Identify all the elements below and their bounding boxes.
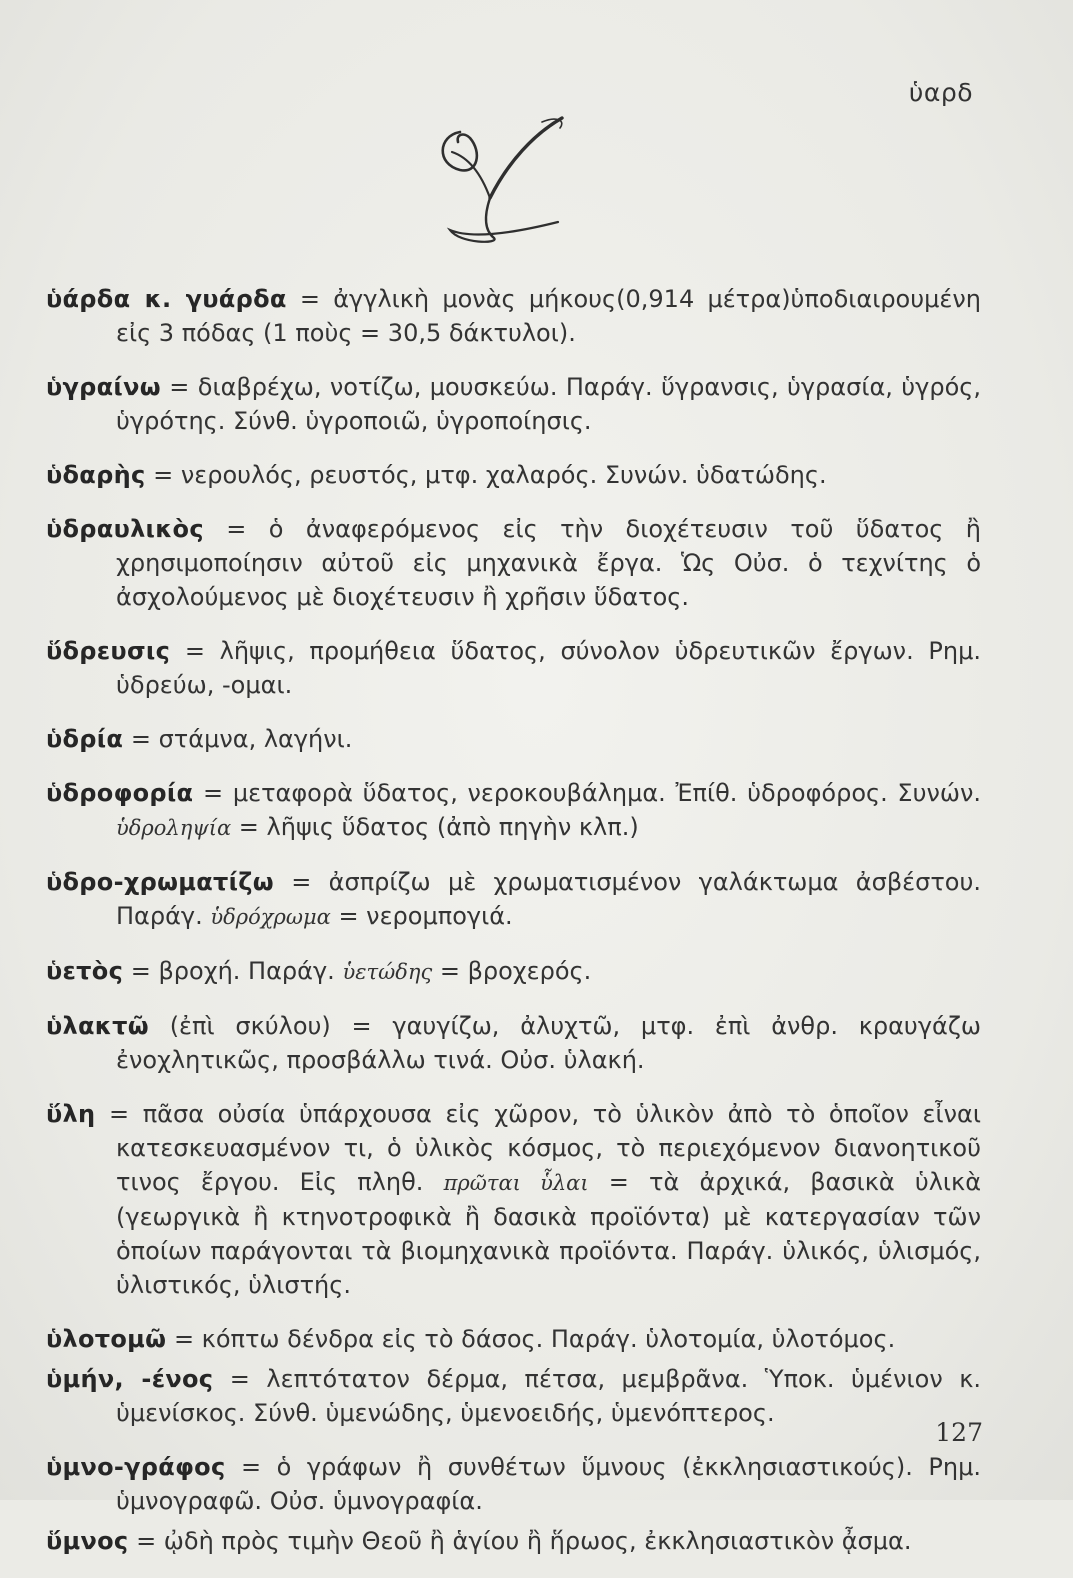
headword: ὑλοτομῶ	[46, 1325, 167, 1353]
headword: ὑδαρὴς	[46, 461, 146, 489]
italic-term: ὑετώδης	[342, 960, 433, 984]
italic-term: ὑδροληψία	[116, 816, 232, 840]
dictionary-entries	[46, 282, 981, 1578]
definition: = ὁ ἀναφερόμενος εἰς τὴν διοχέτευσιν τοῦ ὕδατος ἢ χρησιμοποίησιν αὐτοῦ εἰς μηχανικὰ ἔργα. Ὡς Οὐσ. ὁ τεχνίτης ὁ ἀσχολούμενος μὲ διοχέτευσιν ἢ χρῆσιν ὕδατος.	[116, 515, 981, 611]
headword: ὑδροφορία	[46, 779, 194, 807]
dictionary-entry	[46, 722, 981, 756]
dictionary-entry	[46, 1450, 981, 1518]
dictionary-entry	[46, 1524, 981, 1558]
dictionary-entry	[46, 458, 981, 492]
definition: = στάμνα, λαγήνι.	[123, 725, 353, 753]
definition-cont: = νερομπογιά.	[330, 902, 513, 930]
definition: = βροχή. Παράγ.	[123, 957, 343, 985]
running-head: ὑαρδ	[908, 78, 973, 107]
headword: ὑλακτῶ	[46, 1012, 149, 1040]
dictionary-entry	[46, 282, 981, 350]
definition: = διαβρέχω, νοτίζω, μουσκεύω. Παράγ. ὕγρανσις, ὑγρασία, ὑγρός, ὑγρότης. Σύνθ. ὑγροποιῶ, ὑγροποίησις.	[116, 373, 981, 435]
headword: ὕμνος	[46, 1527, 129, 1555]
italic-term: πρῶται ὗλαι	[443, 1171, 589, 1195]
dictionary-entry	[46, 1322, 981, 1356]
definition: = κόπτω δένδρα εἰς τὸ δάσος. Παράγ. ὑλοτομία, ὑλοτόμος.	[166, 1325, 896, 1353]
definition: = μεταφορὰ ὕδατος, νεροκουβάλημα. Ἐπίθ. ὑδροφόρος. Συνών.	[193, 779, 981, 807]
headword: ὕδρευσις	[46, 637, 171, 665]
definition: = ᾠδὴ πρὸς τιμὴν Θεοῦ ἢ ἁγίου ἢ ἥρωος, ἐκκλησιαστικὸν ᾆσμα.	[128, 1527, 912, 1555]
dictionary-entry	[46, 1097, 981, 1302]
page-number: 127	[935, 1418, 983, 1447]
headword: ὑδραυλικὸς	[46, 515, 204, 543]
definition: = νερουλός, ρευστός, μτφ. χαλαρός. Συνών. ὑδατώδης.	[145, 461, 827, 489]
italic-term: ὑδρόχρωμα	[210, 905, 331, 929]
definition: = ἀγγλικὴ μονὰς μήκους(0,914 μέτρα)ὑποδιαιρουμένη εἰς 3 πόδας (1 ποὺς = 30,5 δάκτυλοι).	[116, 285, 981, 347]
headword: ὑγραίνω	[46, 373, 161, 401]
definition-cont: = τὰ ἀρχικά, βασικὰ ὑλικὰ (γεωργικὰ ἢ κτηνοτροφικὰ ἢ δασικὰ προϊόντα) μὲ κατεργασίαν τῶν ὁποίων παράγονται τὰ βιομηχανικὰ προϊόντα. Παράγ. ὑλικός, ὑλισμός, ὑλιστικός, ὑλιστής.	[116, 1168, 982, 1299]
dictionary-entry	[46, 1362, 981, 1430]
definition: = πᾶσα οὐσία ὑπάρχουσα εἰς χῶρον, τὸ ὑλικὸν ἀπὸ τὸ ὁποῖον εἶναι κατεσκευασμένον τι, ὁ ὑλικὸς κόσμος, τὸ περιεχόμενον διανοητικοῦ τινος ἔργου. Εἰς πληθ.	[95, 1100, 981, 1196]
decorative-upsilon-ornament	[430, 112, 580, 252]
headword: ὑάρδα κ. γυάρδα	[46, 285, 287, 313]
headword: ὑμήν, -ένος	[46, 1365, 214, 1393]
headword: ὑδρία	[46, 725, 124, 753]
dictionary-entry	[46, 1009, 981, 1077]
dictionary-entry	[46, 954, 981, 989]
dictionary-entry	[46, 776, 981, 845]
definition: = ἀσπρίζω μὲ χρωματισμένον γαλάκτωμα ἀσβέστου. Παράγ.	[116, 868, 981, 930]
definition-cont: = λῆψις ὕδατος (ἀπὸ πηγὴν κλπ.)	[231, 813, 639, 841]
definition: (ἐπὶ σκύλου) = γαυγίζω, ἀλυχτῶ, μτφ. ἐπὶ ἀνθρ. κραυγάζω ἐνοχλητικῶς, προσβάλλω τινά. Οὐσ. ὑλακή.	[116, 1012, 981, 1074]
dictionary-entry	[46, 634, 981, 702]
headword: ὑετὸς	[46, 957, 124, 985]
dictionary-entry	[46, 865, 981, 934]
headword: ὕλη	[46, 1100, 96, 1128]
headword: ὑδρο-χρωματίζω	[46, 868, 274, 896]
dictionary-entry	[46, 370, 981, 438]
definition: = λεπτότατον δέρμα, πέτσα, μεμβρᾶνα. Ὑποκ. ὑμένιον κ. ὑμενίσκος. Σύνθ. ὑμενώδης, ὑμενοειδής, ὑμενόπτερος.	[116, 1365, 981, 1427]
definition: = ὁ γράφων ἢ συνθέτων ὕμνους (ἐκκλησιαστικούς). Ρημ. ὑμνογραφῶ. Οὐσ. ὑμνογραφία.	[116, 1453, 981, 1515]
definition: = λῆψις, προμήθεια ὕδατος, σύνολον ὑδρευτικῶν ἔργων. Ρημ. ὑδρεύω, -ομαι.	[116, 637, 981, 699]
dictionary-entry	[46, 512, 981, 614]
headword: ὑμνο-γράφος	[46, 1453, 226, 1481]
definition-cont: = βροχερός.	[432, 957, 592, 985]
